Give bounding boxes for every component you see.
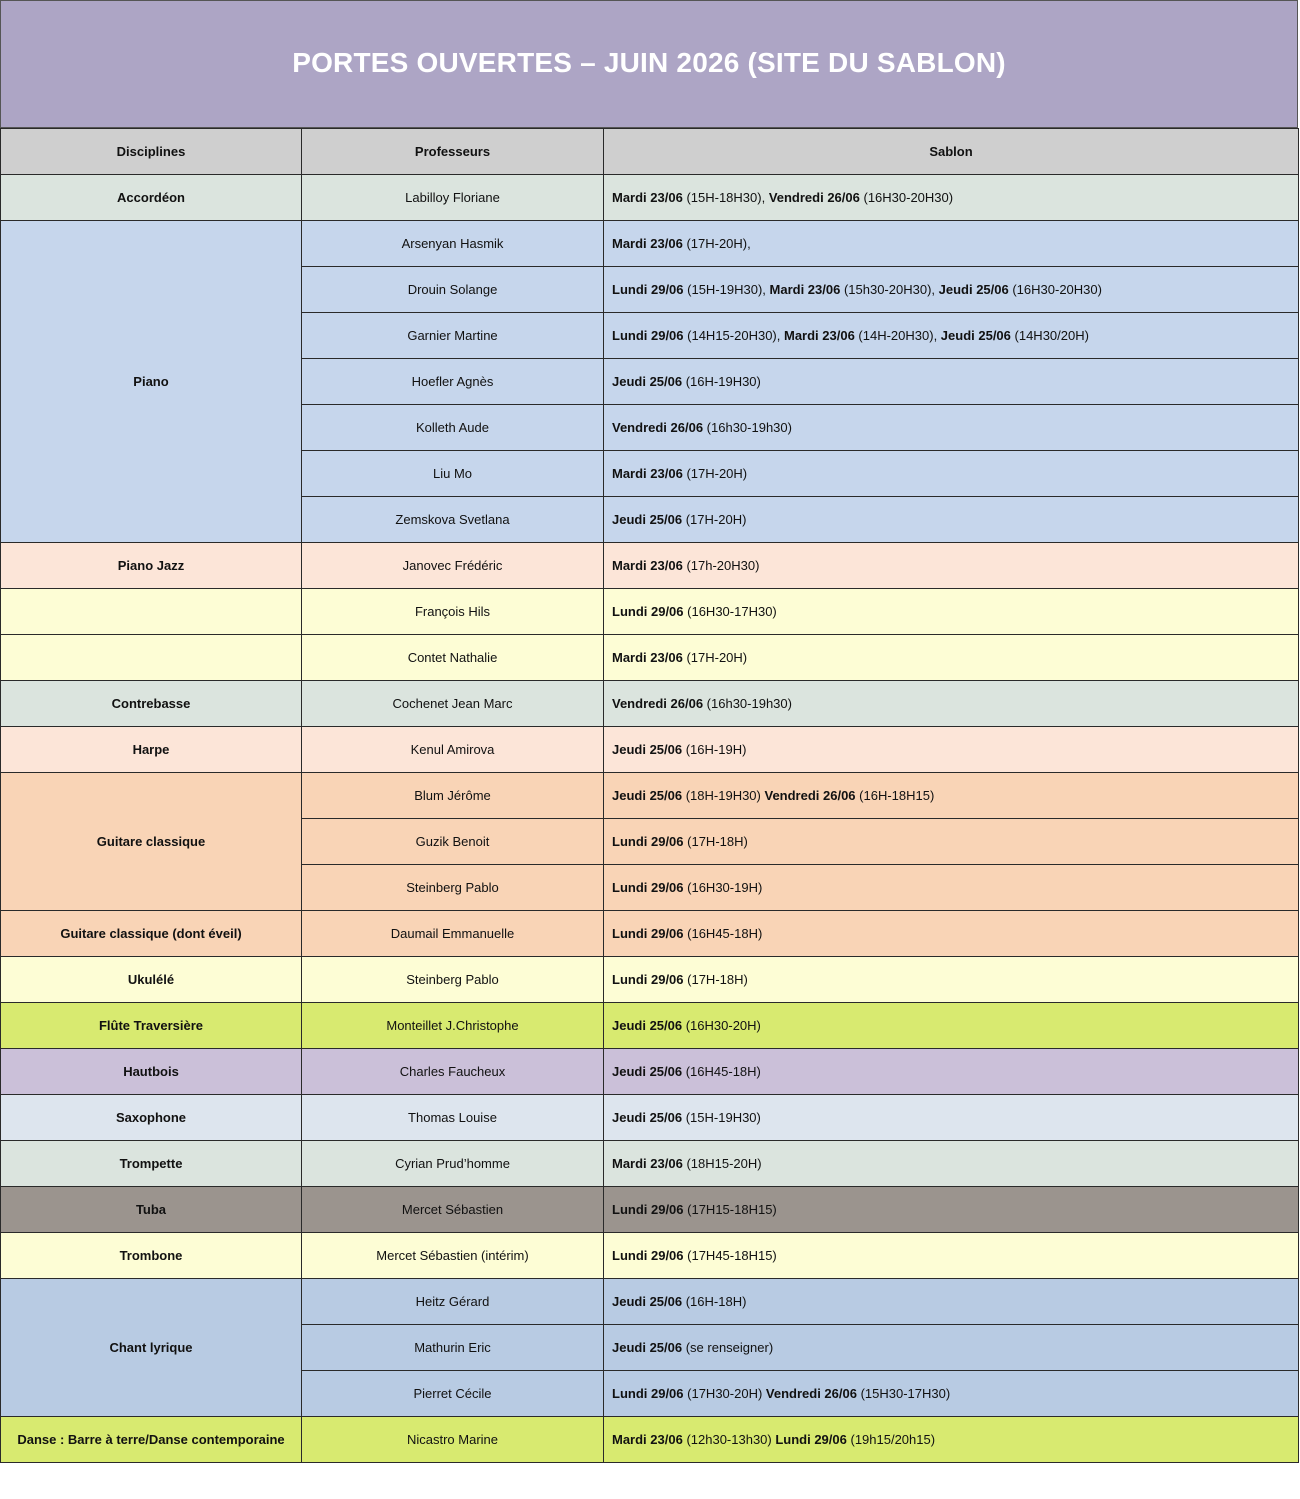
professor-cell: Daumail Emmanuelle — [302, 911, 604, 957]
discipline-cell: Piano Jazz — [1, 543, 302, 589]
schedule-cell — [604, 911, 1299, 957]
schedule-cell — [604, 773, 1299, 819]
discipline-cell: Ukulélé — [1, 957, 302, 1003]
day-label: Jeudi 25/06 — [612, 1294, 683, 1309]
time-range: (15H-19H30), — [683, 282, 770, 297]
day-label: Vendredi 26/06 — [612, 420, 704, 435]
time-range: (17H-20H), — [682, 236, 751, 251]
day-label: Lundi 29/06 — [612, 1202, 684, 1217]
discipline-cell: Flûte Traversière — [1, 1003, 302, 1049]
day-label: Mardi 23/06 — [612, 190, 683, 205]
time-range: (17H-18H) — [683, 972, 748, 987]
time-range: (15H30-17H30) — [856, 1386, 951, 1401]
time-range: (14H15-20H30), — [683, 328, 784, 343]
professor-cell: Steinberg Pablo — [302, 865, 604, 911]
time-range: (17H-18H) — [683, 834, 748, 849]
discipline-cell: Chant lyrique — [1, 1279, 302, 1417]
table-row — [1, 911, 1299, 957]
professor-cell: Steinberg Pablo — [302, 957, 604, 1003]
day-label: Lundi 29/06 — [612, 328, 684, 343]
column-header-professeurs: Professeurs — [302, 129, 604, 175]
time-range: (17H-20H) — [682, 466, 748, 481]
professor-cell: Nicastro Marine — [302, 1417, 604, 1463]
time-range: (16H30-20H) — [682, 1018, 761, 1033]
professor-cell: Labilloy Floriane — [302, 175, 604, 221]
professor-cell: Hoefler Agnès — [302, 359, 604, 405]
time-range: (16H-18H) — [682, 1294, 747, 1309]
schedule-cell — [604, 267, 1299, 313]
discipline-cell: Saxophone — [1, 1095, 302, 1141]
day-label: Lundi 29/06 — [612, 880, 684, 895]
table-body — [1, 175, 1299, 1463]
professor-cell: Mercet Sébastien — [302, 1187, 604, 1233]
professor-cell: Monteillet J.Christophe — [302, 1003, 604, 1049]
title-banner — [0, 0, 1298, 128]
day-label: Jeudi 25/06 — [612, 374, 683, 389]
schedule-cell — [604, 1049, 1299, 1095]
day-label: Jeudi 25/06 — [612, 742, 683, 757]
professor-cell: Cochenet Jean Marc — [302, 681, 604, 727]
day-label: Lundi 29/06 — [612, 1248, 684, 1263]
schedule-table — [0, 128, 1299, 1463]
professor-cell: François Hils — [302, 589, 604, 635]
table-row — [1, 1003, 1299, 1049]
day-label: Jeudi 25/06 — [612, 1340, 683, 1355]
time-range: (se renseigner) — [682, 1340, 774, 1355]
professor-cell: Mathurin Eric — [302, 1325, 604, 1371]
day-label: Jeudi 25/06 — [612, 1110, 683, 1125]
time-range: (19h15/20h15) — [846, 1432, 936, 1447]
day-label: Mardi 23/06 — [612, 236, 683, 251]
professor-cell: Contet Nathalie — [302, 635, 604, 681]
schedule-cell — [604, 1279, 1299, 1325]
time-range: (16H-19H) — [682, 742, 747, 757]
time-range: (16H-19H30) — [682, 374, 761, 389]
discipline-cell: Trombone — [1, 1233, 302, 1279]
table-row — [1, 175, 1299, 221]
professor-cell: Kolleth Aude — [302, 405, 604, 451]
table-row — [1, 1233, 1299, 1279]
discipline-cell — [1, 635, 302, 681]
day-label: Vendredi 26/06 — [612, 696, 704, 711]
table-row — [1, 1187, 1299, 1233]
day-label: Lundi 29/06 — [612, 282, 684, 297]
time-range: (12h30-13h30) — [682, 1432, 776, 1447]
day-label: Mardi 23/06 — [612, 650, 683, 665]
column-header-sablon: Sablon — [604, 129, 1299, 175]
day-label: Mardi 23/06 — [612, 1432, 683, 1447]
day-label: Jeudi 25/06 — [938, 282, 1009, 297]
day-label: Lundi 29/06 — [775, 1432, 847, 1447]
time-range: (16H30-20H30) — [859, 190, 954, 205]
table-row — [1, 1279, 1299, 1325]
table-row — [1, 1049, 1299, 1095]
schedule-cell — [604, 405, 1299, 451]
column-header-disciplines: Disciplines — [1, 129, 302, 175]
professor-cell: Blum Jérôme — [302, 773, 604, 819]
discipline-cell: Hautbois — [1, 1049, 302, 1095]
schedule-cell — [604, 497, 1299, 543]
schedule-cell — [604, 1325, 1299, 1371]
day-label: Mardi 23/06 — [612, 1156, 683, 1171]
day-label: Jeudi 25/06 — [612, 1064, 683, 1079]
day-label: Mardi 23/06 — [769, 282, 841, 297]
table-row — [1, 221, 1299, 267]
discipline-cell: Piano — [1, 221, 302, 543]
day-label: Mardi 23/06 — [783, 328, 855, 343]
schedule-cell — [604, 727, 1299, 773]
discipline-cell — [1, 589, 302, 635]
professor-cell: Pierret Cécile — [302, 1371, 604, 1417]
professor-cell: Liu Mo — [302, 451, 604, 497]
schedule-cell — [604, 957, 1299, 1003]
professor-cell: Zemskova Svetlana — [302, 497, 604, 543]
day-label: Vendredi 26/06 — [768, 190, 860, 205]
professor-cell: Thomas Louise — [302, 1095, 604, 1141]
professor-cell: Arsenyan Hasmik — [302, 221, 604, 267]
header-row — [1, 129, 1299, 175]
schedule-cell — [604, 1417, 1299, 1463]
schedule-cell — [604, 865, 1299, 911]
professor-cell: Charles Faucheux — [302, 1049, 604, 1095]
table-row — [1, 589, 1299, 635]
day-label: Lundi 29/06 — [612, 926, 684, 941]
time-range: (17H-20H) — [682, 512, 747, 527]
time-range: (15H-18H30), — [682, 190, 769, 205]
time-range: (16H45-18H) — [683, 926, 763, 941]
professor-cell: Janovec Frédéric — [302, 543, 604, 589]
schedule-cell — [604, 451, 1299, 497]
time-range: (17h-20H30) — [682, 558, 760, 573]
day-label: Jeudi 25/06 — [612, 1018, 683, 1033]
time-range: (16H30-17H30) — [683, 604, 777, 619]
professor-cell: Cyrian Prud’homme — [302, 1141, 604, 1187]
schedule-cell — [604, 1003, 1299, 1049]
day-label: Jeudi 25/06 — [940, 328, 1011, 343]
time-range: (17H-20H) — [682, 650, 748, 665]
professor-cell: Heitz Gérard — [302, 1279, 604, 1325]
schedule-cell — [604, 635, 1299, 681]
day-label: Lundi 29/06 — [612, 604, 684, 619]
schedule-cell — [604, 819, 1299, 865]
day-label: Mardi 23/06 — [612, 466, 683, 481]
discipline-cell: Tuba — [1, 1187, 302, 1233]
day-label: Vendredi 26/06 — [764, 788, 856, 803]
time-range: (16h30-19h30) — [703, 696, 792, 711]
time-range: (15h30-20H30), — [840, 282, 939, 297]
time-range: (18H15-20H) — [682, 1156, 762, 1171]
professor-cell: Garnier Martine — [302, 313, 604, 359]
time-range: (16H-18H15) — [855, 788, 935, 803]
schedule-cell — [604, 681, 1299, 727]
time-range: (15H-19H30) — [682, 1110, 761, 1125]
table-row — [1, 543, 1299, 589]
time-range: (17H30-20H) — [683, 1386, 766, 1401]
discipline-cell: Harpe — [1, 727, 302, 773]
discipline-cell: Guitare classique (dont éveil) — [1, 911, 302, 957]
schedule-cell — [604, 543, 1299, 589]
schedule-cell — [604, 1095, 1299, 1141]
professor-cell: Kenul Amirova — [302, 727, 604, 773]
day-label: Lundi 29/06 — [612, 972, 684, 987]
time-range: (14H30/20H) — [1010, 328, 1089, 343]
schedule-cell — [604, 221, 1299, 267]
schedule-cell — [604, 1141, 1299, 1187]
schedule-cell — [604, 1233, 1299, 1279]
table-row — [1, 681, 1299, 727]
table-row — [1, 1417, 1299, 1463]
page-title: PORTES OUVERTES – JUIN 2026 (SITE DU SABLON) — [292, 47, 1006, 78]
schedule-cell — [604, 175, 1299, 221]
discipline-cell: Guitare classique — [1, 773, 302, 911]
time-range: (17H15-18H15) — [683, 1202, 777, 1217]
time-range: (16H45-18H) — [682, 1064, 761, 1079]
table-row — [1, 635, 1299, 681]
time-range: (14H-20H30), — [854, 328, 941, 343]
time-range: (16H30-19H) — [683, 880, 763, 895]
discipline-cell: Accordéon — [1, 175, 302, 221]
table-header — [1, 129, 1299, 175]
table-row — [1, 727, 1299, 773]
discipline-cell: Danse : Barre à terre/Danse contemporaine — [1, 1417, 302, 1463]
professor-cell: Mercet Sébastien (intérim) — [302, 1233, 604, 1279]
schedule-cell — [604, 589, 1299, 635]
table-row — [1, 773, 1299, 819]
discipline-cell: Contrebasse — [1, 681, 302, 727]
schedule-cell — [604, 1371, 1299, 1417]
day-label: Mardi 23/06 — [612, 558, 683, 573]
day-label: Lundi 29/06 — [612, 834, 684, 849]
discipline-cell: Trompette — [1, 1141, 302, 1187]
schedule-cell — [604, 1187, 1299, 1233]
day-label: Lundi 29/06 — [612, 1386, 684, 1401]
time-range: (18H-19H30) — [682, 788, 765, 803]
day-label: Jeudi 25/06 — [612, 512, 683, 527]
day-label: Jeudi 25/06 — [612, 788, 683, 803]
table-row — [1, 1095, 1299, 1141]
schedule-cell — [604, 313, 1299, 359]
day-label: Vendredi 26/06 — [765, 1386, 857, 1401]
table-row — [1, 957, 1299, 1003]
professor-cell: Drouin Solange — [302, 267, 604, 313]
schedule-cell — [604, 359, 1299, 405]
professor-cell: Guzik Benoit — [302, 819, 604, 865]
time-range: (16h30-19h30) — [703, 420, 792, 435]
time-range: (16H30-20H30) — [1008, 282, 1102, 297]
time-range: (17H45-18H15) — [683, 1248, 777, 1263]
table-row — [1, 1141, 1299, 1187]
